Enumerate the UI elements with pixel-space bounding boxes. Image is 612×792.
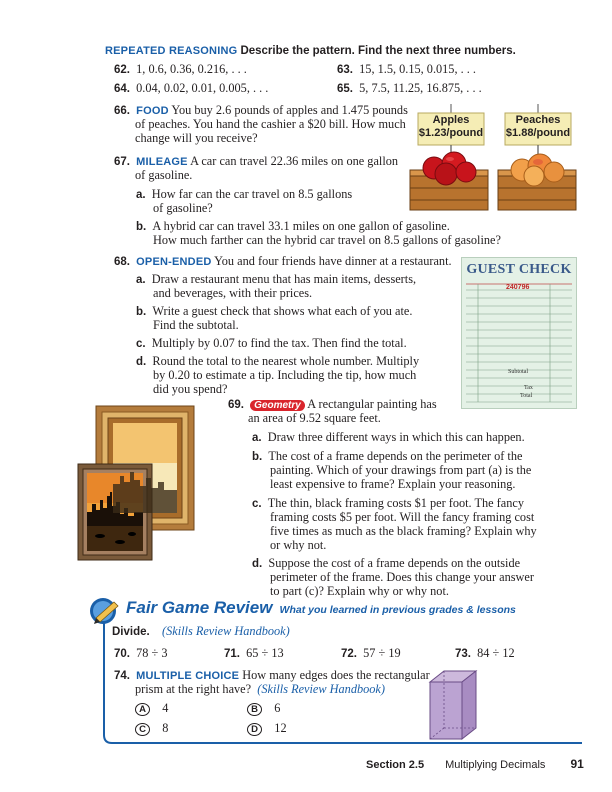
guest-check-number: 240796: [506, 284, 530, 291]
footer-title: Multiplying Decimals: [445, 759, 546, 771]
exercise-67a-line2: of gasoline?: [153, 201, 213, 215]
exercise-68a: a. Draw a restaurant menu that has main items, desserts,: [136, 272, 417, 286]
exercise-64: 64. 0.04, 0.02, 0.01, 0.005, . . .: [114, 81, 269, 95]
exercise-69b-line2: painting. Which of your drawings from part (a) is the: [270, 463, 532, 477]
geometry-badge: Geometry: [250, 400, 305, 411]
guest-check-tax: Tax: [524, 385, 533, 391]
exercise-74-line2: prism at the right have? (Skills Review Handbook): [135, 682, 385, 696]
page-footer: [366, 757, 584, 771]
exercise-65: 65. 5, 7.5, 11.25, 16.875, . . .: [337, 81, 482, 95]
exercise-62: 62. 1, 0.6, 0.36, 0.216, . . .: [114, 62, 247, 76]
exercise-69c-line2: framing costs $5 per foot. Will the fancy framing cost: [270, 510, 535, 524]
exercise-69: 69. Geometry A rectangular painting has: [228, 397, 437, 411]
exercise-69d-line2: perimeter of the frame. Does this change your answer: [270, 570, 534, 584]
exercise-69c-line4: or why not.: [270, 538, 327, 552]
choice-b[interactable]: B 6: [247, 701, 280, 716]
exercise-69c-line3: five times as much as the black framing? Explain why: [270, 524, 537, 538]
guest-check-subtotal: Subtotal: [508, 369, 529, 375]
pencil-logo-icon: [88, 596, 124, 626]
guest-check-title: GUEST CHECK: [466, 262, 572, 277]
guest-check-lines: [462, 280, 576, 408]
repeated-heading: REPEATED REASONING: [105, 45, 238, 57]
exercise-68c: c. Multiply by 0.07 to find the tax. Then find the total.: [136, 336, 407, 350]
exercise-71: 71. 65 ÷ 13: [224, 646, 284, 660]
apples-sign: Apples $1.23/pound: [418, 114, 484, 139]
exercise-68b: b. Write a guest check that shows what each of you ate.: [136, 304, 413, 318]
footer-section: Section 2.5: [366, 759, 425, 771]
exercise-63: 63. 15, 1.5, 0.15, 0.015, . . .: [337, 62, 476, 76]
exercise-74: 74. MULTIPLE CHOICE How many edges does the rectangular: [114, 668, 430, 682]
exercise-67b: b. A hybrid car can travel 33.1 miles on one gallon of gasoline.: [136, 219, 450, 233]
peaches-sign: Peaches $1.88/pound: [505, 114, 571, 139]
divide-instruction: Divide. (Skills Review Handbook): [112, 624, 290, 638]
exercise-69c: c. The thin, black framing costs $1 per foot. The fancy: [252, 496, 524, 510]
choice-d[interactable]: D 12: [247, 721, 287, 736]
fair-game-review-subtitle: What you learned in previous grades & lessons: [279, 604, 516, 616]
exercise-68: 68. OPEN-ENDED You and four friends have dinner at a restaurant.: [114, 254, 452, 268]
exercise-73: 73. 84 ÷ 12: [455, 646, 515, 660]
exercise-68d-line2: by 0.20 to estimate a tip. Including the tip, how much: [153, 368, 417, 382]
fair-game-review-title: Fair Game Review: [126, 598, 273, 617]
choice-c[interactable]: C 8: [135, 721, 168, 736]
exercise-67a: a. How far can the car travel on 8.5 gallons: [136, 187, 353, 201]
choice-a[interactable]: A 4: [135, 701, 168, 716]
page-number: 91: [570, 757, 584, 771]
exercise-69d-line3: to part (c)? Explain why or why not.: [270, 584, 449, 598]
exercise-70: 70. 78 ÷ 3: [114, 646, 168, 660]
exercise-68d: d. Round the total to the nearest whole number. Multiply: [136, 354, 420, 368]
exercise-67b-line2: How much farther can the hybrid car travel on 8.5 gallons of gasoline?: [153, 233, 501, 247]
repeated-instruction: Describe the pattern. Find the next three numbers.: [240, 45, 516, 57]
exercise-69-line2: an area of 9.52 square feet.: [248, 411, 381, 425]
exercise-69b-line3: least expensive to frame? Explain your reasoning.: [270, 477, 516, 491]
exercise-67: 67. MILEAGE A car can travel 22.36 miles on one gallon: [114, 154, 399, 168]
repeated-reasoning-header: [105, 43, 516, 59]
exercise-66-line3: change will you receive?: [135, 131, 258, 145]
exercise-69b: b. The cost of a frame depends on the perimeter of the: [252, 449, 523, 463]
framed-paintings-illustration: [76, 404, 212, 564]
exercise-72: 72. 57 ÷ 19: [341, 646, 401, 660]
exercise-67-line2: of gasoline.: [135, 168, 193, 182]
guest-check: [461, 257, 577, 409]
exercise-69a: a. Draw three different ways in which this can happen.: [252, 430, 525, 444]
exercise-68a-line2: and beverages, with their prices.: [153, 286, 313, 300]
exercise-68b-line2: Find the subtotal.: [153, 318, 239, 332]
rectangular-prism-illustration: [426, 668, 480, 742]
guest-check-total: Total: [520, 393, 533, 399]
exercise-66: 66. FOOD You buy 2.6 pounds of apples and 1.475 pounds: [114, 103, 408, 117]
exercise-69d: d. Suppose the cost of a frame depends on the outside: [252, 556, 521, 570]
exercise-68d-line3: did you spend?: [153, 382, 228, 396]
exercise-66-line2: of peaches. You hand the cashier a $20 bill. How much: [135, 117, 406, 131]
fair-game-review-header: [126, 598, 516, 618]
